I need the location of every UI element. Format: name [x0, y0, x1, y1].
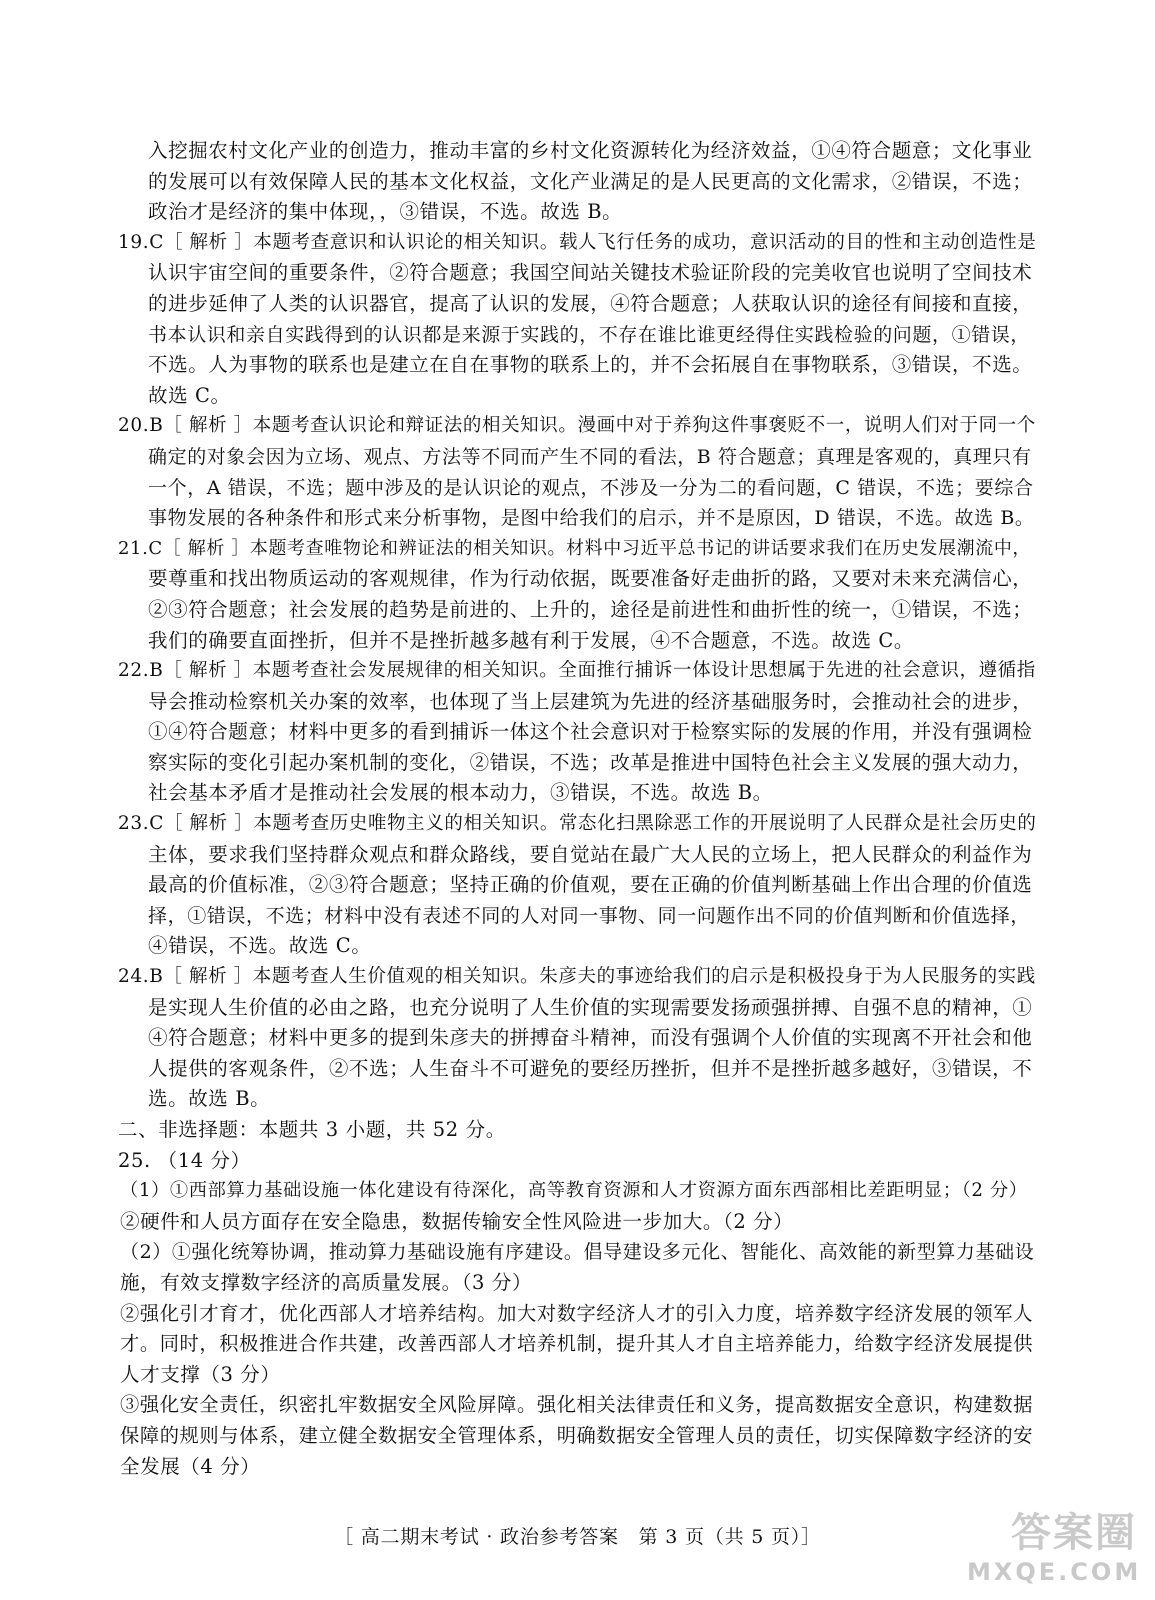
- text-line: ①④符合题意；材料中更多的看到捕诉一体这个社会意识对于检察实际的发展的作用，并没有强调检: [148, 720, 1033, 744]
- text-line: 19.C［ 解析 ］本题考查意识和认识论的相关知识。载人飞行任务的成功，意识活动的目的性和主动创造性是: [118, 231, 1037, 253]
- text-line: 25. （14 分）: [118, 1148, 251, 1172]
- text-line: （2）①强化统筹协调，推动算力基础设施有序建设。倡导建设多元化、智能化、高效能的新型算力基础设: [120, 1241, 1035, 1264]
- text-line: ②③符合题意；社会发展的趋势是前进的、上升的，途径是前进性和曲折性的统一，①错误，不选；: [148, 597, 1033, 621]
- text-line: 事物发展的各种条件和形式来分析事物，是图中给我们的启示，并不是原因，D 错误，不选。故选 B。: [148, 507, 1035, 530]
- text-line: 保障的规则与体系，建立健全数据安全管理体系，明确数据安全管理人员的责任，切实保障数字经济的安: [120, 1423, 1034, 1447]
- text-line: 21.C［ 解析 ］本题考查唯物论和辨证法的相关知识。材料中习近平总书记的讲话要求我们在历史发展潮流中，: [118, 537, 1032, 559]
- text-line: 故选 C。: [148, 383, 231, 407]
- text-line: 24.B［ 解析 ］本题考查人生价值观的相关知识。朱彦夫的事迹给我们的启示是积极投身于为人民服务的实践: [118, 966, 1036, 988]
- text-line: 人才支撑（3 分）: [120, 1362, 281, 1386]
- text-line: 要尊重和找出物质运动的客观规律，作为行动依据，既要准备好走曲折的路，又要对未来充满信心，: [148, 567, 1033, 591]
- text-line: 书本认识和亲自实践得到的认识都是来源于实践的，不存在谁比谁更经得住实践检验的问题，①错误，: [148, 323, 1031, 346]
- text-line: 20.B［ 解析 ］本题考查认识论和辩证法的相关知识。漫画中对于养狗这件事褒贬不一，说明人们对于同一个: [118, 415, 1036, 437]
- text-line: 不选。人为事物的联系也是建立在自在事物的联系上的，并不会拓展自在事物联系，③错误，不选。: [148, 353, 1033, 377]
- watermark-logo: [967, 1510, 1142, 1586]
- page-footer: ［ 高二期末考试 · 政治参考答案 第 3 页（共 5 页）］: [334, 1526, 821, 1548]
- text-line: 最高的价值标准，②③符合题意；坚持正确的价值观，要在正确的价值判断基础上作出合理的价值选: [148, 873, 1033, 897]
- text-line: 22.B［ 解析 ］本题考查社会发展规律的相关知识。全面推行捕诉一体设计思想属于先进的社会意识，遵循指: [118, 660, 1036, 682]
- text-line: 施，有效支撑数字经济的高质量发展。（3 分）: [120, 1270, 533, 1294]
- text-line: 政治才是经济的集中体现，，③错误，不选。故选 B。: [148, 200, 623, 224]
- text-line: 人提供的客观条件，②不选；人生奋斗不可避免的要经历挫折，但并不是挫折越多越好，③错误，不: [148, 1056, 1033, 1080]
- text-line: 二、非选择题：本题共 3 小题，共 52 分。: [118, 1118, 506, 1141]
- text-line: 是实现人生价值的必由之路，也充分说明了人生价值的实现需要发扬顽强拼搏、自强不息的精神，①: [148, 995, 1033, 1019]
- text-line: ②强化引才育才，优化西部人才培养结构。加大对数字经济人才的引入力度，培养数字经济发展的领军人: [120, 1301, 1034, 1325]
- answer-content: [118, 136, 1038, 1482]
- text-line: 才。同时，积极推进合作共建，改善西部人才培养机制，提升其人才自主培养能力，给数字经济发展提供: [120, 1332, 1034, 1356]
- watermark-site: MXQE.COM: [967, 1558, 1142, 1586]
- text-line: 择，①错误，不选；材料中没有表述不同的人对同一事物、同一问题作出不同的价值判断和价值选择，: [148, 904, 1031, 927]
- text-line: ③强化安全责任，织密扎牢数据安全风险屏障。强化相关法律责任和义务，提高数据安全意识，构建数据: [120, 1393, 1034, 1417]
- text-line: 社会基本矛盾才是推动社会发展的根本动力，③错误，不选。故选 B。: [148, 781, 773, 805]
- text-line: 我们的确要直面挫折，但并不是挫折越多越有利于发展，④不合题意，不选。故选 C。: [148, 628, 915, 652]
- watermark-text: 答案圈: [1011, 1510, 1137, 1556]
- text-line: 的进步延伸了人类的认识器官，提高了认识的发展，④符合题意；人获取认识的途径有间接和直接，: [148, 291, 1033, 315]
- text-line: （1）①西部算力基础设施一体化建设有待深化，高等教育资源和人才资源方面东西部相比差距明显；（2 分）: [120, 1180, 1028, 1202]
- text-line: 选。故选 B。: [148, 1087, 271, 1111]
- text-line: 23.C［ 解析 ］本题考查历史唯物主义的相关知识。常态化扫黑除恶工作的开展说明了人民群众是社会历史的: [118, 813, 1037, 835]
- text-line: 一个，A 错误，不选；题中涉及的是认识论的观点，不涉及一分为二的看问题，C 错误，不选；要综合: [148, 476, 1034, 499]
- text-line: 的发展可以有效保障人民的基本文化权益，文化产业满足的是人民更高的文化需求，②错误，不选；: [148, 169, 1033, 193]
- text-line: 全发展（4 分）: [120, 1454, 261, 1478]
- text-line: 导会推动检察机关办案的效率，也体现了当上层建筑为先进的经济基础服务时，会推动社会的进步，: [148, 689, 1033, 713]
- text-line: ④错误，不选。故选 C。: [148, 934, 372, 958]
- text-line: 察实际的变化引起办案机制的变化，②错误，不选；改革是推进中国特色社会主义发展的强大动力，: [148, 750, 1033, 774]
- text-line: ②硬件和人员方面存在安全隐患，数据传输安全性风险进一步加大。（2 分）: [120, 1209, 794, 1233]
- text-line: 确定的对象会因为立场、观点、方法等不同而产生不同的看法，B 符合题意；真理是客观的，真理只有: [148, 445, 1032, 468]
- text-line: 认识宇宙空间的重要条件，②符合题意；我国空间站关键技术验证阶段的完美收官也说明了空间技术: [148, 261, 1033, 285]
- text-line: 入挖掘农村文化产业的创造力，推动丰富的乡村文化资源转化为经济效益，①④符合题意；文化事业: [148, 139, 1033, 162]
- text-line: ④符合题意；材料中更多的提到朱彦夫的拼搏奋斗精神，而没有强调个人价值的实现离不开社会和他: [148, 1026, 1033, 1050]
- text-line: 主体，要求我们坚持群众观点和群众路线，要自觉站在最广大人民的立场上，把人民群众的利益作为: [148, 842, 1033, 866]
